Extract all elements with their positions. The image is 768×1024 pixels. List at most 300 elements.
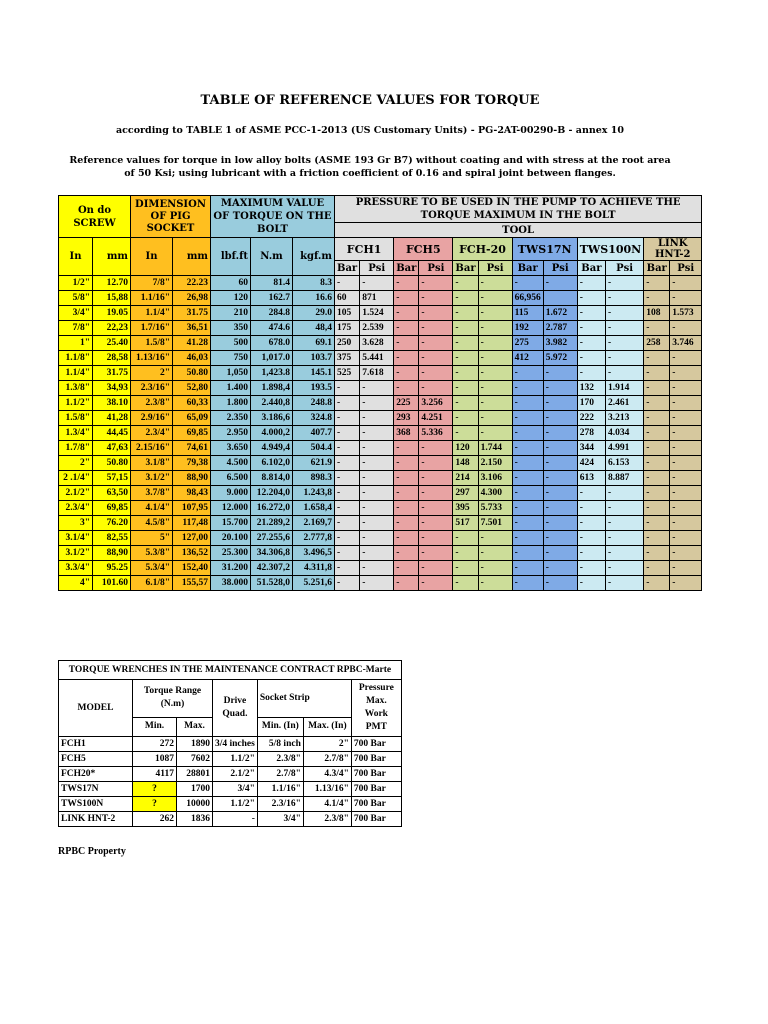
table-cell: 293 bbox=[394, 411, 419, 426]
table-cell: 88,90 bbox=[173, 471, 211, 486]
table-cell: - bbox=[512, 471, 543, 486]
wrench-cell: 1.13/16" bbox=[303, 782, 351, 797]
table-cell: - bbox=[543, 501, 577, 516]
unit-screw-mm: mm bbox=[93, 238, 131, 276]
table-cell: 1.658,4 bbox=[293, 501, 335, 516]
header-torque: MAXIMUM VALUE OF TORQUE ON THE BOLT bbox=[211, 196, 335, 238]
wrench-cell: FCH20* bbox=[59, 767, 133, 782]
wrench-cell: 3/4" bbox=[257, 812, 303, 827]
table-cell: 63,50 bbox=[93, 486, 131, 501]
table-cell: 2.3/16" bbox=[131, 381, 173, 396]
description-line-2: of 50 Ksi; using lubricant with a friction coefficient of 0.16 and spiral joint between flanges. bbox=[124, 168, 616, 179]
table-cell: 5.3/4" bbox=[131, 561, 173, 576]
table-cell: 1.1/16" bbox=[131, 291, 173, 306]
table-cell: 2.777,8 bbox=[293, 531, 335, 546]
table-cell: 12.000 bbox=[211, 501, 251, 516]
header-tool: TOOL bbox=[335, 223, 702, 238]
table-cell: 47,63 bbox=[93, 441, 131, 456]
table-cell: - bbox=[543, 411, 577, 426]
table-cell: 44,45 bbox=[93, 426, 131, 441]
table-cell: 145.1 bbox=[293, 366, 335, 381]
table-cell: 5.441 bbox=[360, 351, 394, 366]
table-cell: - bbox=[606, 366, 644, 381]
table-cell: - bbox=[543, 546, 577, 561]
table-cell: 42.307,2 bbox=[251, 561, 293, 576]
table-cell: 38.10 bbox=[93, 396, 131, 411]
table-cell: 28,58 bbox=[93, 351, 131, 366]
table-cell: 3.1/2" bbox=[131, 471, 173, 486]
table-cell: - bbox=[512, 396, 543, 411]
table-cell: - bbox=[577, 321, 605, 336]
table-cell: 1.13/16" bbox=[131, 351, 173, 366]
wrench-cell: 2.1/2" bbox=[213, 767, 258, 782]
table-cell: - bbox=[670, 291, 702, 306]
table-cell: - bbox=[478, 576, 512, 591]
wrench-cell: 2.3/8" bbox=[303, 812, 351, 827]
table-cell: - bbox=[543, 456, 577, 471]
table-cell: 1,017.0 bbox=[251, 351, 293, 366]
table-cell: 69,85 bbox=[173, 426, 211, 441]
table-cell: - bbox=[360, 396, 394, 411]
table-cell: 98,43 bbox=[173, 486, 211, 501]
wrench-cell: 1087 bbox=[133, 752, 177, 767]
table-cell: - bbox=[394, 456, 419, 471]
table-row bbox=[59, 276, 702, 291]
table-cell: 1/2" bbox=[59, 276, 93, 291]
table-cell: 95.25 bbox=[93, 561, 131, 576]
table-cell: 3.3/4" bbox=[59, 561, 93, 576]
table-row bbox=[59, 396, 702, 411]
table-cell: 1.3/8" bbox=[59, 381, 93, 396]
table-cell: - bbox=[478, 411, 512, 426]
table-cell: 5.733 bbox=[478, 501, 512, 516]
table-cell: 1,423.8 bbox=[251, 366, 293, 381]
table-cell: 19.05 bbox=[93, 306, 131, 321]
wrench-cell: 2.3/8" bbox=[257, 752, 303, 767]
table-cell: 107,95 bbox=[173, 501, 211, 516]
table-cell: 474.6 bbox=[251, 321, 293, 336]
table-cell: 26,98 bbox=[173, 291, 211, 306]
table-cell: 2.15/16" bbox=[131, 441, 173, 456]
wrench-cell: 4.3/4" bbox=[303, 767, 351, 782]
wrench-cell: 28801 bbox=[177, 767, 213, 782]
table-cell: 4" bbox=[59, 576, 93, 591]
table-cell: 15.700 bbox=[211, 516, 251, 531]
table-cell: 2.3/4" bbox=[59, 501, 93, 516]
table-cell: 60 bbox=[335, 291, 360, 306]
table-cell: - bbox=[670, 426, 702, 441]
table-cell: - bbox=[644, 396, 670, 411]
table-cell: 3.213 bbox=[606, 411, 644, 426]
table-cell: 7/8" bbox=[59, 321, 93, 336]
table-cell: 3.496,5 bbox=[293, 546, 335, 561]
table-cell: 3.106 bbox=[478, 471, 512, 486]
table-cell: - bbox=[644, 561, 670, 576]
table-row bbox=[59, 441, 702, 456]
table-cell: - bbox=[478, 426, 512, 441]
table-cell: - bbox=[478, 531, 512, 546]
table-cell: - bbox=[453, 291, 478, 306]
table-cell: 3/4" bbox=[59, 306, 93, 321]
table-cell: 214 bbox=[453, 471, 478, 486]
table-cell: 222 bbox=[577, 411, 605, 426]
table-cell: 525 bbox=[335, 366, 360, 381]
table-cell: - bbox=[453, 426, 478, 441]
table-cell: 3" bbox=[59, 516, 93, 531]
table-cell: - bbox=[606, 486, 644, 501]
table-cell: 88,90 bbox=[93, 546, 131, 561]
table-cell: - bbox=[606, 546, 644, 561]
table-cell: - bbox=[644, 576, 670, 591]
wrench-cell: 4117 bbox=[133, 767, 177, 782]
table-cell: - bbox=[606, 321, 644, 336]
table-cell: 5" bbox=[131, 531, 173, 546]
table-cell: 101.60 bbox=[93, 576, 131, 591]
table-cell: - bbox=[419, 291, 453, 306]
table-cell: 2.950 bbox=[211, 426, 251, 441]
wrench-cell: ? bbox=[133, 797, 177, 812]
table-cell: 1.1/8" bbox=[59, 351, 93, 366]
table-cell: - bbox=[512, 411, 543, 426]
page-subtitle: according to TABLE 1 of ASME PCC-1-2013 (US Customary Units) - PG-2AT-00290-B - annex 10 bbox=[115, 125, 625, 136]
table-cell: - bbox=[577, 531, 605, 546]
table-cell: - bbox=[360, 426, 394, 441]
table-cell: - bbox=[644, 546, 670, 561]
table-cell: - bbox=[394, 471, 419, 486]
table-cell: - bbox=[394, 561, 419, 576]
wrench-row bbox=[59, 812, 402, 827]
table-cell: 3.1/2" bbox=[59, 546, 93, 561]
table-cell: 278 bbox=[577, 426, 605, 441]
table-cell: 3.982 bbox=[543, 336, 577, 351]
table-cell: - bbox=[478, 351, 512, 366]
table-cell: 16.6 bbox=[293, 291, 335, 306]
table-cell bbox=[543, 291, 577, 306]
table-cell: 22.23 bbox=[173, 276, 211, 291]
unit-psi: Psi bbox=[419, 261, 453, 276]
table-cell: 275 bbox=[512, 336, 543, 351]
table-cell: - bbox=[394, 321, 419, 336]
table-cell: 148 bbox=[453, 456, 478, 471]
table-cell: 1.1/2" bbox=[59, 396, 93, 411]
table-cell: 500 bbox=[211, 336, 251, 351]
table-cell: 7/8" bbox=[131, 276, 173, 291]
table-cell: - bbox=[606, 501, 644, 516]
table-cell: - bbox=[360, 276, 394, 291]
table-cell: - bbox=[606, 531, 644, 546]
table-cell: 155,57 bbox=[173, 576, 211, 591]
table-cell: 2.150 bbox=[478, 456, 512, 471]
table-cell: 407.7 bbox=[293, 426, 335, 441]
unit-bar: Bar bbox=[453, 261, 478, 276]
wrench-cell: 700 Bar bbox=[351, 782, 401, 797]
table-cell: - bbox=[394, 501, 419, 516]
table-cell: 34,93 bbox=[93, 381, 131, 396]
table-cell: - bbox=[335, 531, 360, 546]
table-cell: 132 bbox=[577, 381, 605, 396]
table-cell: 1.573 bbox=[670, 306, 702, 321]
table-cell: - bbox=[577, 336, 605, 351]
table-cell: 103.7 bbox=[293, 351, 335, 366]
table-cell: 9.000 bbox=[211, 486, 251, 501]
table-cell: 4.300 bbox=[478, 486, 512, 501]
table-cell: - bbox=[512, 576, 543, 591]
table-cell: - bbox=[453, 321, 478, 336]
table-cell: - bbox=[543, 276, 577, 291]
table-cell: - bbox=[577, 291, 605, 306]
table-cell: 2.3/4" bbox=[131, 426, 173, 441]
table-cell: - bbox=[478, 396, 512, 411]
table-cell: - bbox=[606, 516, 644, 531]
table-cell: 21.289,2 bbox=[251, 516, 293, 531]
table-cell: 117,48 bbox=[173, 516, 211, 531]
table-cell: - bbox=[394, 546, 419, 561]
table-cell: - bbox=[478, 561, 512, 576]
table-cell: - bbox=[478, 336, 512, 351]
wrench-cell: 1700 bbox=[177, 782, 213, 797]
table-cell: - bbox=[453, 306, 478, 321]
table-cell: - bbox=[606, 336, 644, 351]
table-cell: - bbox=[419, 486, 453, 501]
table-cell: - bbox=[335, 441, 360, 456]
table-cell: 31.75 bbox=[173, 306, 211, 321]
table-cell: - bbox=[543, 486, 577, 501]
table-cell: 27.255,6 bbox=[251, 531, 293, 546]
table-cell: - bbox=[606, 276, 644, 291]
table-cell: 6.102,0 bbox=[251, 456, 293, 471]
table-cell: 1.3/4" bbox=[59, 426, 93, 441]
wrench-cell: 700 Bar bbox=[351, 797, 401, 812]
table-cell: - bbox=[543, 516, 577, 531]
table-row bbox=[59, 366, 702, 381]
table-cell: - bbox=[543, 441, 577, 456]
table-cell: 38.000 bbox=[211, 576, 251, 591]
wrench-header-min: Min. bbox=[133, 717, 177, 736]
table-cell: - bbox=[419, 441, 453, 456]
unit-bar: Bar bbox=[335, 261, 360, 276]
table-cell: 2.350 bbox=[211, 411, 251, 426]
table-cell: - bbox=[670, 531, 702, 546]
table-cell: - bbox=[577, 516, 605, 531]
table-cell: 34.306,8 bbox=[251, 546, 293, 561]
table-cell: - bbox=[394, 516, 419, 531]
table-cell: - bbox=[670, 351, 702, 366]
table-cell: 57,15 bbox=[93, 471, 131, 486]
table-cell: 29.0 bbox=[293, 306, 335, 321]
table-cell: - bbox=[670, 441, 702, 456]
table-cell: 79,38 bbox=[173, 456, 211, 471]
table-cell: 210 bbox=[211, 306, 251, 321]
unit-bar: Bar bbox=[644, 261, 670, 276]
wrench-row bbox=[59, 767, 402, 782]
wrench-table-body bbox=[59, 737, 402, 827]
wrench-cell: 2.3/16" bbox=[257, 797, 303, 812]
table-cell: - bbox=[644, 471, 670, 486]
wrench-cell: 1890 bbox=[177, 737, 213, 752]
table-cell: 1.744 bbox=[478, 441, 512, 456]
table-cell: - bbox=[577, 546, 605, 561]
unit-screw-in: In bbox=[59, 238, 93, 276]
table-cell: - bbox=[394, 336, 419, 351]
table-cell: 368 bbox=[394, 426, 419, 441]
table-cell: - bbox=[543, 561, 577, 576]
unit-bar: Bar bbox=[394, 261, 419, 276]
table-cell: 324.8 bbox=[293, 411, 335, 426]
header-socket: DIMENSION OF PIG SOCKET bbox=[131, 196, 211, 238]
table-cell: - bbox=[394, 366, 419, 381]
table-cell: - bbox=[512, 486, 543, 501]
wrench-table-title: TORQUE WRENCHES IN THE MAINTENANCE CONTRACT RPBC-Marte bbox=[59, 661, 402, 680]
table-cell: - bbox=[419, 471, 453, 486]
table-cell: 1.1/4" bbox=[131, 306, 173, 321]
table-cell: 60,33 bbox=[173, 396, 211, 411]
table-cell: 5/8" bbox=[59, 291, 93, 306]
wrench-cell: 4.1/4" bbox=[303, 797, 351, 812]
table-cell: 48,4 bbox=[293, 321, 335, 336]
table-cell: 69.1 bbox=[293, 336, 335, 351]
table-cell: 375 bbox=[335, 351, 360, 366]
table-cell: 1.7/8" bbox=[59, 441, 93, 456]
table-cell: - bbox=[453, 576, 478, 591]
table-cell: - bbox=[453, 336, 478, 351]
table-cell: 120 bbox=[211, 291, 251, 306]
table-cell: - bbox=[478, 306, 512, 321]
table-cell: - bbox=[419, 456, 453, 471]
table-cell: 3.7/8" bbox=[131, 486, 173, 501]
table-cell: - bbox=[419, 546, 453, 561]
table-cell: - bbox=[606, 306, 644, 321]
table-cell: 1.914 bbox=[606, 381, 644, 396]
unit-psi: Psi bbox=[360, 261, 394, 276]
table-cell: - bbox=[360, 531, 394, 546]
table-cell: 7.501 bbox=[478, 516, 512, 531]
unit-nm: N.m bbox=[251, 238, 293, 276]
wrench-row bbox=[59, 752, 402, 767]
table-cell: 25.40 bbox=[93, 336, 131, 351]
unit-bar: Bar bbox=[512, 261, 543, 276]
table-cell: - bbox=[394, 576, 419, 591]
table-cell: - bbox=[335, 561, 360, 576]
table-cell: - bbox=[543, 381, 577, 396]
table-cell: 108 bbox=[644, 306, 670, 321]
table-cell: 613 bbox=[577, 471, 605, 486]
table-cell: 2.3/8" bbox=[131, 396, 173, 411]
table-cell: - bbox=[394, 276, 419, 291]
table-cell: 4.949,4 bbox=[251, 441, 293, 456]
wrench-header-socket: Socket Strip bbox=[257, 680, 351, 718]
torque-table-body bbox=[59, 276, 702, 591]
table-cell: - bbox=[419, 276, 453, 291]
table-cell: - bbox=[360, 486, 394, 501]
table-cell: - bbox=[512, 546, 543, 561]
table-row bbox=[59, 516, 702, 531]
wrench-cell: TWS100N bbox=[59, 797, 133, 812]
tool-link-hnt2: LINK HNT-2 bbox=[644, 238, 702, 261]
table-cell: 41.28 bbox=[173, 336, 211, 351]
table-cell: 5.972 bbox=[543, 351, 577, 366]
table-cell: - bbox=[335, 501, 360, 516]
table-cell: - bbox=[543, 531, 577, 546]
table-cell: 350 bbox=[211, 321, 251, 336]
table-cell: 344 bbox=[577, 441, 605, 456]
table-cell: 1.1/4" bbox=[59, 366, 93, 381]
table-cell: - bbox=[478, 546, 512, 561]
table-cell: 66,956 bbox=[512, 291, 543, 306]
table-cell: 175 bbox=[335, 321, 360, 336]
table-cell: - bbox=[644, 441, 670, 456]
table-cell: - bbox=[335, 381, 360, 396]
table-cell: 258 bbox=[644, 336, 670, 351]
table-cell: - bbox=[419, 561, 453, 576]
table-cell: 22,23 bbox=[93, 321, 131, 336]
table-cell: - bbox=[335, 546, 360, 561]
table-cell: 3.628 bbox=[360, 336, 394, 351]
table-cell: - bbox=[335, 411, 360, 426]
table-cell: 5.336 bbox=[419, 426, 453, 441]
table-cell: 52,80 bbox=[173, 381, 211, 396]
page-title: TABLE OF REFERENCE VALUES FOR TORQUE bbox=[200, 93, 540, 108]
table-cell: 2.440,8 bbox=[251, 396, 293, 411]
wrench-cell: 700 Bar bbox=[351, 737, 401, 752]
table-cell: - bbox=[394, 441, 419, 456]
table-cell: - bbox=[394, 531, 419, 546]
table-cell: - bbox=[394, 381, 419, 396]
wrench-row bbox=[59, 797, 402, 812]
wrench-cell: 1.1/16" bbox=[257, 782, 303, 797]
table-cell: 4.991 bbox=[606, 441, 644, 456]
wrench-cell: 700 Bar bbox=[351, 812, 401, 827]
table-cell: 3.256 bbox=[419, 396, 453, 411]
table-cell: - bbox=[453, 411, 478, 426]
table-cell: 51.528,0 bbox=[251, 576, 293, 591]
unit-kgf: kgf.m bbox=[293, 238, 335, 276]
table-cell: - bbox=[512, 441, 543, 456]
table-cell: - bbox=[670, 456, 702, 471]
table-cell: - bbox=[543, 426, 577, 441]
table-row bbox=[59, 456, 702, 471]
table-cell: - bbox=[453, 351, 478, 366]
table-cell: 2.787 bbox=[543, 321, 577, 336]
table-cell: 5.3/8" bbox=[131, 546, 173, 561]
wrench-cell: 2" bbox=[303, 737, 351, 752]
table-cell: 3.186,6 bbox=[251, 411, 293, 426]
table-cell: - bbox=[419, 306, 453, 321]
table-row bbox=[59, 411, 702, 426]
table-cell: - bbox=[644, 516, 670, 531]
wrench-cell: 1836 bbox=[177, 812, 213, 827]
unit-lbf: lbf.ft bbox=[211, 238, 251, 276]
table-cell: - bbox=[478, 321, 512, 336]
table-cell: - bbox=[360, 546, 394, 561]
table-cell: - bbox=[453, 396, 478, 411]
table-cell: 5.251,6 bbox=[293, 576, 335, 591]
unit-psi: Psi bbox=[543, 261, 577, 276]
table-cell: 2 .1/4" bbox=[59, 471, 93, 486]
wrench-header-model: MODEL bbox=[59, 680, 133, 737]
table-cell: - bbox=[360, 561, 394, 576]
unit-psi: Psi bbox=[606, 261, 644, 276]
table-cell: 4.034 bbox=[606, 426, 644, 441]
table-cell: - bbox=[419, 351, 453, 366]
table-cell: - bbox=[512, 516, 543, 531]
table-cell: - bbox=[644, 276, 670, 291]
table-cell: 1.243,8 bbox=[293, 486, 335, 501]
wrench-cell: FCH5 bbox=[59, 752, 133, 767]
table-row bbox=[59, 291, 702, 306]
table-cell: - bbox=[644, 531, 670, 546]
table-cell: 12.204,0 bbox=[251, 486, 293, 501]
tool-tws17n: TWS17N bbox=[512, 238, 577, 261]
